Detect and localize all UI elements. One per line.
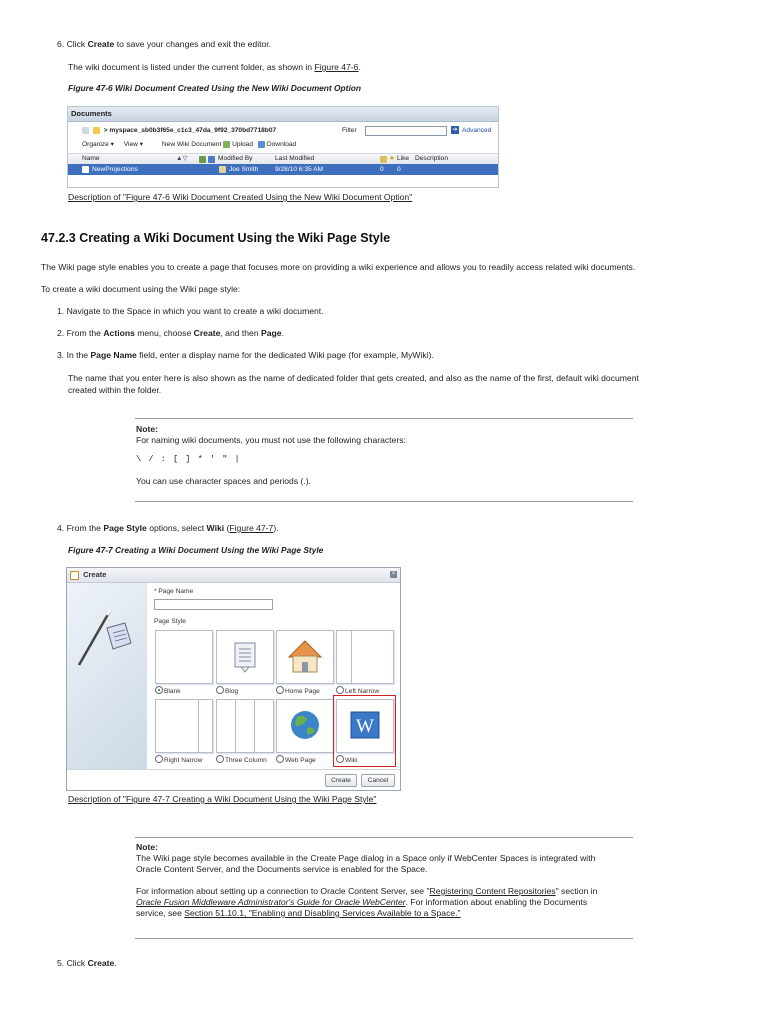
- figure-47-7-description-link[interactable]: Description of "Figure 47-7 Creating a Wiki Document Using the Wiki Page Style": [68, 794, 377, 804]
- upload-icon: [223, 141, 230, 148]
- view-menu[interactable]: View ▾: [123, 141, 144, 148]
- table-row[interactable]: [68, 164, 498, 175]
- style-tile-web-page[interactable]: [276, 699, 334, 753]
- folder-icon: [93, 127, 100, 134]
- documents-header: Documents: [68, 107, 498, 122]
- path-row: > myspace_sb0b3f65e_c1c3_47da_9f92_370bd7718b07 Filter ➔ Advanced: [68, 124, 498, 137]
- style-tile-three-column[interactable]: [216, 699, 274, 753]
- sort-arrows-icon[interactable]: ▲▽: [176, 155, 188, 162]
- registering-content-repositories-link[interactable]: Registering Content Repositories: [429, 886, 556, 896]
- row-like-count: 0: [397, 166, 401, 173]
- note-title: Note:: [136, 842, 158, 852]
- dialog-title: Create: [83, 570, 107, 579]
- note-naming: Note: For naming wiki documents, you must not use the following characters: \ / : [ ] * ' " | You can use character spaces and periods (.).: [135, 418, 633, 502]
- radio-blank[interactable]: Blank: [155, 686, 181, 695]
- intro-lead: To create a wiki document using the Wiki page style:: [41, 284, 241, 294]
- filter-input[interactable]: [365, 126, 447, 136]
- dialog-titlebar: [67, 568, 400, 583]
- wiki-document-icon: [82, 166, 89, 173]
- figure-47-6-description-link[interactable]: Description of "Figure 47-6 Wiki Document Created Using the New Wiki Document Option": [68, 192, 413, 202]
- figure-47-7-link[interactable]: Figure 47-7: [229, 523, 274, 533]
- radio-three-column[interactable]: Three Column: [216, 755, 267, 764]
- globe-icon: [277, 700, 333, 752]
- style-tile-blank[interactable]: [155, 630, 213, 684]
- admin-guide-link[interactable]: Oracle Fusion Middleware Administrator's Guide for Oracle WebCenter: [136, 897, 406, 907]
- svg-text:W: W: [356, 716, 374, 737]
- folder-path: > myspace_sb0b3f65e_c1c3_47da_9f92_370bd7718b07: [103, 127, 277, 134]
- figure-47-7-caption: Figure 47-7 Creating a Wiki Document Using the Wiki Page Style: [68, 545, 324, 555]
- row-modified-by[interactable]: Joe Smith: [229, 166, 259, 173]
- create-page-icon: [70, 571, 79, 580]
- page-style-label: Page Style: [154, 618, 186, 625]
- cancel-button[interactable]: Cancel: [361, 774, 395, 787]
- style-tile-right-narrow[interactable]: [155, 699, 213, 753]
- row-name[interactable]: NewProjections: [92, 166, 138, 173]
- step-6: 6. Click Create to save your changes and exit the editor.: [57, 39, 272, 49]
- radio-home-page[interactable]: Home Page: [276, 686, 320, 695]
- step-1: 1. Navigate to the Space in which you want to create a wiki document.: [57, 306, 324, 316]
- col-last-modified[interactable]: Last Modified: [275, 155, 315, 162]
- download-icon: [258, 141, 265, 148]
- advanced-link[interactable]: Advanced: [462, 127, 492, 134]
- step-2: 2. From the Actions menu, choose Create, and then Page.: [57, 328, 284, 338]
- figure-47-6-link[interactable]: Figure 47-6: [314, 62, 359, 72]
- row-last-modified: 9/28/10 6:35 AM: [275, 166, 324, 173]
- type-icon: [199, 156, 206, 163]
- step-5: 5. Click Create.: [57, 958, 117, 968]
- page-name-label: * Page Name: [154, 588, 194, 595]
- toolbar: [68, 139, 498, 151]
- col-modified-by[interactable]: Modified By: [218, 155, 253, 162]
- magic-wand-icon: [67, 583, 147, 683]
- go-arrow-icon[interactable]: ➔: [452, 127, 458, 133]
- documents-panel: [67, 106, 499, 188]
- create-button[interactable]: Create: [325, 774, 357, 787]
- blog-icon: [217, 631, 273, 683]
- size-icon: [208, 156, 215, 163]
- up-folder-icon[interactable]: [82, 127, 89, 134]
- style-tile-blog[interactable]: [216, 630, 274, 684]
- step-3: 3. In the Page Name field, enter a display name for the dedicated Wiki page (for example, MyWiki).: [57, 350, 434, 360]
- user-icon: [219, 166, 226, 173]
- section-51-10-1-link[interactable]: Section 51.10.1, "Enabling and Disabling Services Available to a Space.": [184, 908, 461, 918]
- radio-left-narrow[interactable]: Left Narrow: [336, 686, 379, 695]
- forbidden-characters: \ / : [ ] * ' " |: [136, 454, 241, 464]
- step-3-detail: The name that you enter here is also shown as the name of dedicated folder that gets created, and also as the name of the first, default wiki document created within the folder.: [68, 373, 639, 395]
- radio-web-page[interactable]: Web Page: [276, 755, 316, 764]
- organize-menu[interactable]: Organize ▾: [82, 141, 114, 148]
- download-button[interactable]: Download: [266, 141, 297, 148]
- col-like[interactable]: Like: [397, 155, 410, 162]
- note-title: Note:: [136, 424, 158, 434]
- col-name[interactable]: Name: [82, 155, 100, 162]
- row-comment-count: 0: [380, 166, 384, 173]
- create-page-dialog: [66, 567, 401, 791]
- intro-paragraph: The Wiki page style enables you to create a page that focuses more on providing a wiki experience and allows you to readily access related wiki documents.: [41, 262, 636, 272]
- section-title: 47.2.3 Creating a Wiki Document Using the Wiki Page Style: [41, 231, 391, 245]
- step-6-detail: The wiki document is listed under the current folder, as shown in Figure 47-6.: [68, 62, 361, 72]
- step-4: 4. From the Page Style options, select Wiki (Figure 47-7).: [57, 523, 279, 533]
- close-icon[interactable]: ×: [391, 571, 396, 577]
- radio-blog[interactable]: Blog: [216, 686, 238, 695]
- house-icon: [277, 631, 333, 683]
- style-tile-left-narrow[interactable]: [336, 630, 394, 684]
- new-wiki-button[interactable]: New Wiki Document: [161, 141, 222, 148]
- dialog-footer-divider: [67, 769, 400, 770]
- radio-wiki[interactable]: Wiki: [336, 755, 357, 764]
- style-tile-home-page[interactable]: [276, 630, 334, 684]
- like-star-icon: ★: [389, 155, 395, 162]
- comment-icon: [380, 156, 387, 163]
- figure-47-6-caption: Figure 47-6 Wiki Document Created Using the New Wiki Document Option: [68, 83, 362, 93]
- note-wiki-style: Note: The Wiki page style becomes available in the Create Page dialog in a Space only if WebCenter Spaces is integrated with Oracle Content Server, and the Documents service is enabled for the Space. For information about setting up a connection to Oracle Content Server, see "Registering Content Repositories" section in Oracle Fusion Middleware Administrator's Guide for Oracle WebCenter. For information about enabling the Documents service, see Section 51.10.1, "Enabling and Disabling Services Available to a Space.": [135, 837, 633, 939]
- new-wiki-icon: [153, 141, 160, 148]
- radio-right-narrow[interactable]: Right Narrow: [155, 755, 202, 764]
- wizard-illustration: [67, 583, 147, 769]
- upload-button[interactable]: Upload: [232, 141, 254, 148]
- col-description[interactable]: Description: [415, 155, 448, 162]
- page-name-input[interactable]: [154, 599, 273, 610]
